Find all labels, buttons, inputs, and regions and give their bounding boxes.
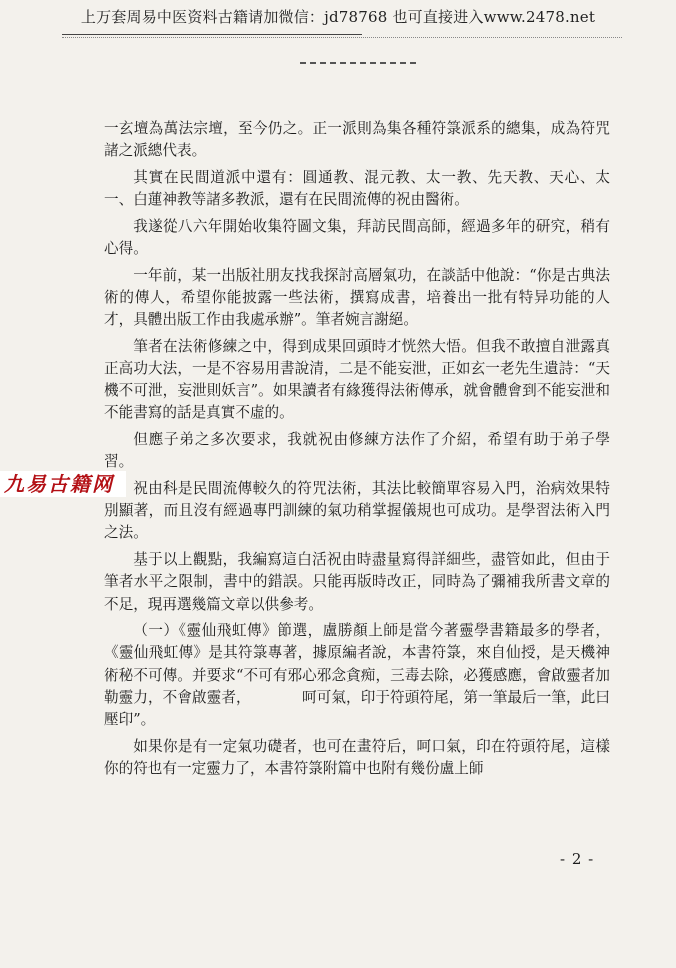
header-rule — [62, 34, 362, 35]
paragraph-4: 一年前，某一出版社朋友找我探討高層氣功，在談話中他說：“你是古典法術的傳人，希望你能披露一些法術，撰寫成書，培養出一批有特异功能的人才，具體出版工作由我處承辦”。筆者婉言謝絕。 — [104, 266, 610, 329]
paragraph-2: 其實在民間道派中還有：圓通教、混元教、太一教、先天教、天心、太一、白蓮神教等諸多教派，還有在民間流傳的祝由醫術。 — [104, 168, 610, 209]
top-dashed-line — [300, 62, 416, 64]
paragraph-8: 基于以上觀點，我編寫這白活祝由時盡量寫得詳細些，盡管如此，但由于筆者水平之限制，書中的錯誤。只能再版時改正，同時為了彌補我所書文章的不足，現再選幾篇文章以供參考。 — [104, 551, 610, 613]
header-dotted-rule — [62, 37, 622, 38]
watermark-logo: 九易古籍网 — [0, 471, 126, 497]
paragraph-7: 祝由科是民間流傳較久的符咒法術，其法比較簡單容易入門，治病效果特別顯著，而且沒有經過專門訓練的氣功稍掌握儀規也可成功。是學習法術入門之法。 — [104, 480, 610, 542]
header-banner: 上万套周易中医资料古籍请加微信：jd78768 也可直接进入www.2478.net — [80, 8, 596, 26]
paragraph-6: 但應子弟之多次要求，我就祝由修練方法作了介紹，希望有助于弟子學習。 — [104, 431, 610, 471]
paragraph-3: 我遂從八六年開始收集符圖文集，拜訪民間高師，經過多年的研究，稍有心得。 — [104, 217, 610, 258]
paragraph-9: （一）《靈仙飛虹傳》節選，盧勝顏上師是當今著靈學書籍最多的學者，《靈仙飛虹傳》是其符箓專著，據原編者說，本書符箓，來自仙授，是天機神術秘不可傳。并要求“不可有邪心邪念貪痴，三毒去除，必獲感應，會啟靈者加勒靈力，不會啟靈者， 呵可氣，印于符頭符尾，第一筆最后一筆，此曰壓印”。 — [104, 622, 610, 729]
body-text — [104, 118, 610, 785]
page-number: - 2 - — [560, 850, 595, 868]
paragraph-10: 如果你是有一定氣功礎者，也可在畫符后，呵口氣，印在符頭符尾，這樣你的符也有一定靈力了，本書符箓附篇中也附有幾份盧上師 — [104, 737, 610, 777]
paragraph-5: 筆者在法術修練之中，得到成果回頭時才恍然大悟。但我不敢擅自泄露真正高功大法，一是不容易用書說清，二是不能妄泄，正如玄一老先生遺詩：“天機不可泄，妄泄則妖言”。如果讀者有緣獲得法術傳承，就會體會到不能妄泄和不能書寫的話是真實不虛的。 — [104, 337, 610, 422]
paragraph-1: 一玄壇為萬法宗壇，至今仍之。正一派則為集各種符箓派系的總集，成為符咒諸之派總代表。 — [104, 120, 610, 160]
